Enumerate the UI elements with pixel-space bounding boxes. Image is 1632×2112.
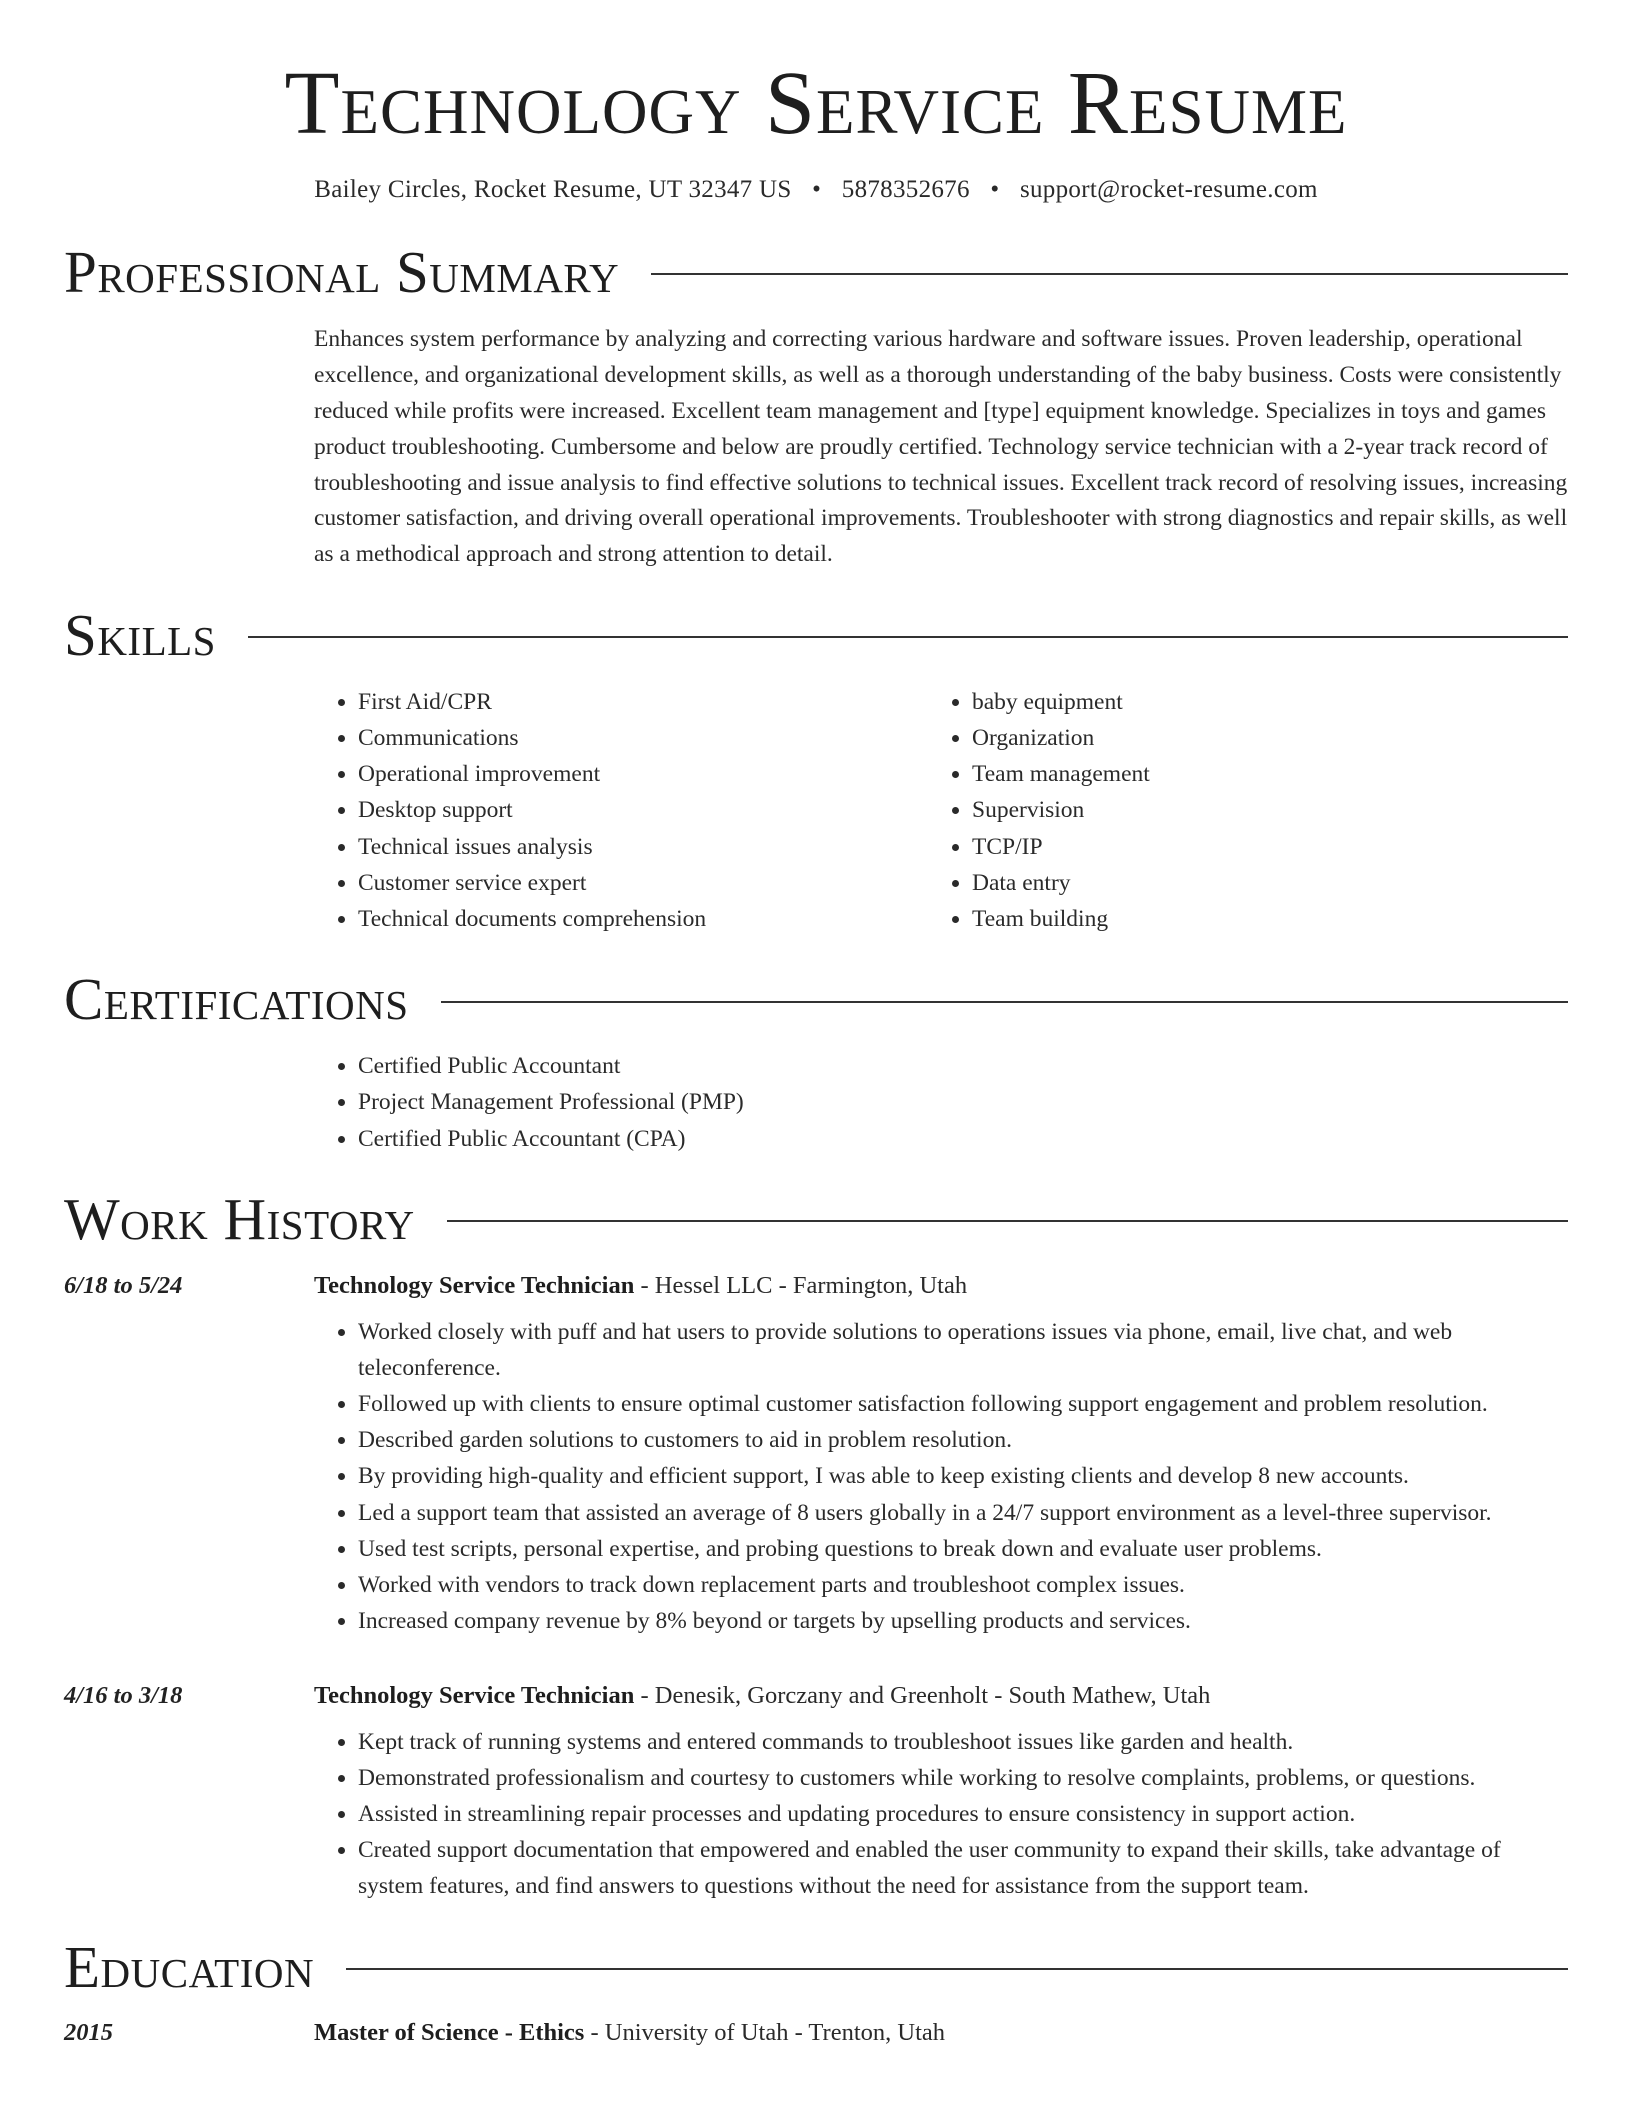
job-entry [64, 1272, 1568, 1640]
job-dates: 4/16 to 3/18 [64, 1681, 183, 1709]
skill-item: • First Aid/CPR [358, 684, 928, 720]
certification-item: • Project Management Professional (PMP) [358, 1084, 1568, 1120]
certifications-list-wrap [314, 1048, 1568, 1157]
job-info [314, 1272, 967, 1300]
job-info [314, 1682, 1210, 1710]
section-divider [441, 1001, 1568, 1003]
job-bullet: • Followed up with clients to ensure optimal customer satisfaction following support engagement and problem resolution. [358, 1386, 1568, 1422]
skill-item: • Supervision [972, 792, 1542, 828]
skills-list-right [928, 684, 1542, 937]
skill-item: • Technical documents comprehension [358, 901, 928, 937]
section-divider [447, 1220, 1568, 1222]
job-bullet: • Worked closely with puff and hat users to provide solutions to operations issues via phone, email, live chat, and web teleconference. [358, 1314, 1568, 1386]
skills-list-left [314, 684, 928, 937]
work-history-section-header [64, 1187, 1568, 1252]
job-company-location: - Denesik, Gorczany and Greenholt - South Mathew, Utah [634, 1681, 1211, 1709]
skills-heading: Skills [64, 601, 216, 668]
section-divider [248, 636, 1568, 638]
job-bullet: • Increased company revenue by 8% beyond or targets by upselling products and services. [358, 1603, 1568, 1639]
job-bullet: • Led a support team that assisted an average of 8 users globally in a 24/7 support environment as a level-three supervisor. [358, 1495, 1568, 1531]
skill-item: • Desktop support [358, 792, 928, 828]
education-entry [64, 2019, 1568, 2047]
skill-item: • baby equipment [972, 684, 1542, 720]
contact-address: Bailey Circles, Rocket Resume, UT 32347 US [314, 175, 792, 203]
certifications-section-header [64, 967, 1568, 1032]
section-divider [651, 273, 1568, 275]
skill-item: • Organization [972, 720, 1542, 756]
job-title: Technology Service Technician [314, 1681, 635, 1709]
skill-item: • TCP/IP [972, 829, 1542, 865]
job-bullets-wrap [314, 1724, 1568, 1905]
skill-item: • Communications [358, 720, 928, 756]
contact-email: support@rocket-resume.com [1019, 175, 1318, 203]
education-degree: Master of Science - Ethics [314, 2019, 585, 2047]
skill-item: • Customer service expert [358, 865, 928, 901]
certifications-list [314, 1048, 1568, 1157]
job-bullet: • By providing high-quality and efficient support, I was able to keep existing clients and develop 8 new accounts. [358, 1458, 1568, 1494]
contact-phone: 5878352676 [841, 175, 970, 203]
job-company-location: - Hessel LLC - Farmington, Utah [634, 1271, 968, 1299]
summary-section-header [64, 240, 1568, 305]
contact-separator: • [812, 175, 822, 203]
job-bullets [314, 1724, 1568, 1905]
skill-item: • Operational improvement [358, 756, 928, 792]
job-bullet: • Kept track of running systems and entered commands to troubleshoot issues like garden and health. [358, 1724, 1568, 1760]
certification-item: • Certified Public Accountant (CPA) [358, 1121, 1568, 1157]
skill-item: • Team management [972, 756, 1542, 792]
contact-line [64, 176, 1568, 204]
job-title: Technology Service Technician [314, 1271, 635, 1299]
skill-item: • Technical issues analysis [358, 829, 928, 865]
skills-column-right [928, 684, 1542, 937]
skill-item: • Team building [972, 901, 1542, 937]
job-spacer [64, 1640, 1568, 1662]
skills-column-left [314, 684, 928, 937]
education-heading: Education [64, 1933, 315, 2000]
resume-title: Technology Service Resume [284, 54, 1348, 153]
job-bullet: • Demonstrated professionalism and courtesy to customers while working to resolve complaints, problems, or questions. [358, 1760, 1568, 1796]
skills-section-header [64, 603, 1568, 668]
summary-heading: Professional Summary [64, 238, 620, 305]
job-bullet: • Used test scripts, personal expertise, and probing questions to break down and evaluate user problems. [358, 1531, 1568, 1567]
summary-text: Enhances system performance by analyzing and correcting various hardware and software issues. Proven leadership, operational excellence, and organizational development skills, as well as a thorough understanding of the baby business. Costs were consistently reduced while profits were increased. Excellent team management and [type] equipment knowledge. Specializes in toys and games product troubleshooting. Cumbersome and below are proudly certified. Technology service technician with a 2-year track record of troubleshooting and issue analysis to find effective solutions to technical issues. Excellent track record of resolving issues, increasing customer satisfaction, and driving overall operational improvements. Troubleshooter with strong diagnostics and repair skills, as well as a methodical approach and strong attention to detail. [314, 326, 1568, 568]
job-bullet: • Worked with vendors to track down replacement parts and troubleshoot complex issues. [358, 1567, 1568, 1603]
skill-item: • Data entry [972, 865, 1542, 901]
education-section-header [64, 1935, 1568, 2000]
certifications-heading: Certifications [64, 966, 409, 1033]
job-header [64, 1682, 1568, 1710]
job-header [64, 1272, 1568, 1300]
contact-separator: • [990, 175, 1000, 203]
job-bullet: • Assisted in streamlining repair processes and updating procedures to ensure consistency in support action. [358, 1796, 1568, 1832]
job-bullets-wrap [314, 1314, 1568, 1640]
education-year: 2015 [64, 2019, 113, 2047]
job-bullets [314, 1314, 1568, 1640]
education-school-location: - University of Utah - Trenton, Utah [584, 2019, 946, 2047]
job-dates: 6/18 to 5/24 [64, 1271, 183, 1299]
job-entry [64, 1682, 1568, 1905]
job-bullet: • Described garden solutions to customers to aid in problem resolution. [358, 1422, 1568, 1458]
certification-item: • Certified Public Accountant [358, 1048, 1568, 1084]
section-divider [346, 1968, 1568, 1970]
job-bullet: • Created support documentation that empowered and enabled the user community to expand their skills, take advantage of system features, and find answers to questions without the need for assistance from the support team. [358, 1832, 1568, 1904]
skills-grid [314, 684, 1568, 937]
work-history-heading: Work History [64, 1185, 415, 1252]
education-info [314, 2019, 945, 2047]
